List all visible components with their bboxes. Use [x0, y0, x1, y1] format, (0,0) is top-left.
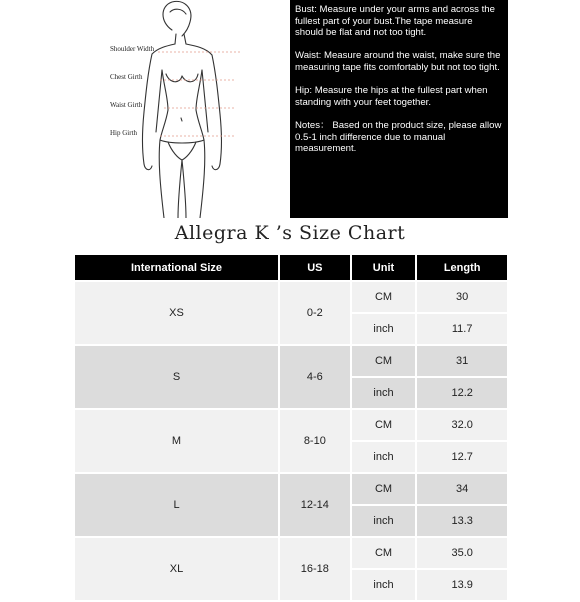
length-cell: 32.0: [417, 410, 507, 440]
unit-cell: CM: [352, 474, 416, 504]
table-header-row: [75, 255, 507, 280]
length-cell: 13.9: [417, 570, 507, 600]
unit-cell: inch: [352, 506, 416, 536]
unit-cell: CM: [352, 538, 416, 568]
header-us: US: [280, 255, 350, 280]
length-cell: 31: [417, 346, 507, 376]
body-figure: [0, 0, 288, 218]
us-cell: 12-14: [280, 474, 350, 536]
unit-cell: CM: [352, 346, 416, 376]
unit-cell: inch: [352, 314, 416, 344]
us-cell: 0-2: [280, 282, 350, 344]
length-cell: 12.2: [417, 378, 507, 408]
unit-cell: CM: [352, 410, 416, 440]
length-cell: 30: [417, 282, 507, 312]
body-figure-drawing: [0, 0, 288, 218]
length-cell: 34: [417, 474, 507, 504]
size-chart-title: Allegra K ’s Size Chart: [174, 222, 406, 244]
size-table: [73, 253, 509, 602]
size-cell: XL: [75, 538, 278, 600]
notes-instruction: Notes： Based on the product size, please allow 0.5-1 inch difference due to manual measurement.: [295, 119, 502, 155]
size-cell: L: [75, 474, 278, 536]
length-cell: 13.3: [417, 506, 507, 536]
size-cell: M: [75, 410, 278, 472]
unit-cell: inch: [352, 570, 416, 600]
measurement-instructions: [290, 0, 508, 218]
length-cell: 12.7: [417, 442, 507, 472]
size-cell: XS: [75, 282, 278, 344]
header-unit: Unit: [352, 255, 416, 280]
size-cell: S: [75, 346, 278, 408]
length-cell: 11.7: [417, 314, 507, 344]
unit-cell: inch: [352, 442, 416, 472]
shoulder-width-label: Shoulder Width: [110, 45, 155, 53]
hip-instruction: Hip: Measure the hips at the fullest part when standing with your feet together.: [295, 85, 488, 108]
hip-girth-label: Hip Girth: [110, 129, 138, 137]
us-cell: 8-10: [280, 410, 350, 472]
waist-instruction: Waist: Measure around the waist, make sure the measuring tape fits comfortably but not too tight.: [295, 50, 501, 73]
unit-cell: inch: [352, 378, 416, 408]
length-cell: 35.0: [417, 538, 507, 568]
table-row: [75, 538, 507, 568]
us-cell: 16-18: [280, 538, 350, 600]
header-international-size: International Size: [75, 255, 278, 280]
table-row: [75, 474, 507, 504]
chest-girth-label: Chest Girth: [110, 73, 143, 81]
table-row: [75, 410, 507, 440]
bust-instruction: Bust: Measure under your arms and across the fullest part of your bust.The tape measure should be flat and not too tight.: [295, 4, 495, 39]
waist-girth-label: Waist Girth: [110, 101, 143, 109]
us-cell: 4-6: [280, 346, 350, 408]
unit-cell: CM: [352, 282, 416, 312]
table-row: [75, 282, 507, 312]
table-row: [75, 346, 507, 376]
header-length: Length: [417, 255, 507, 280]
